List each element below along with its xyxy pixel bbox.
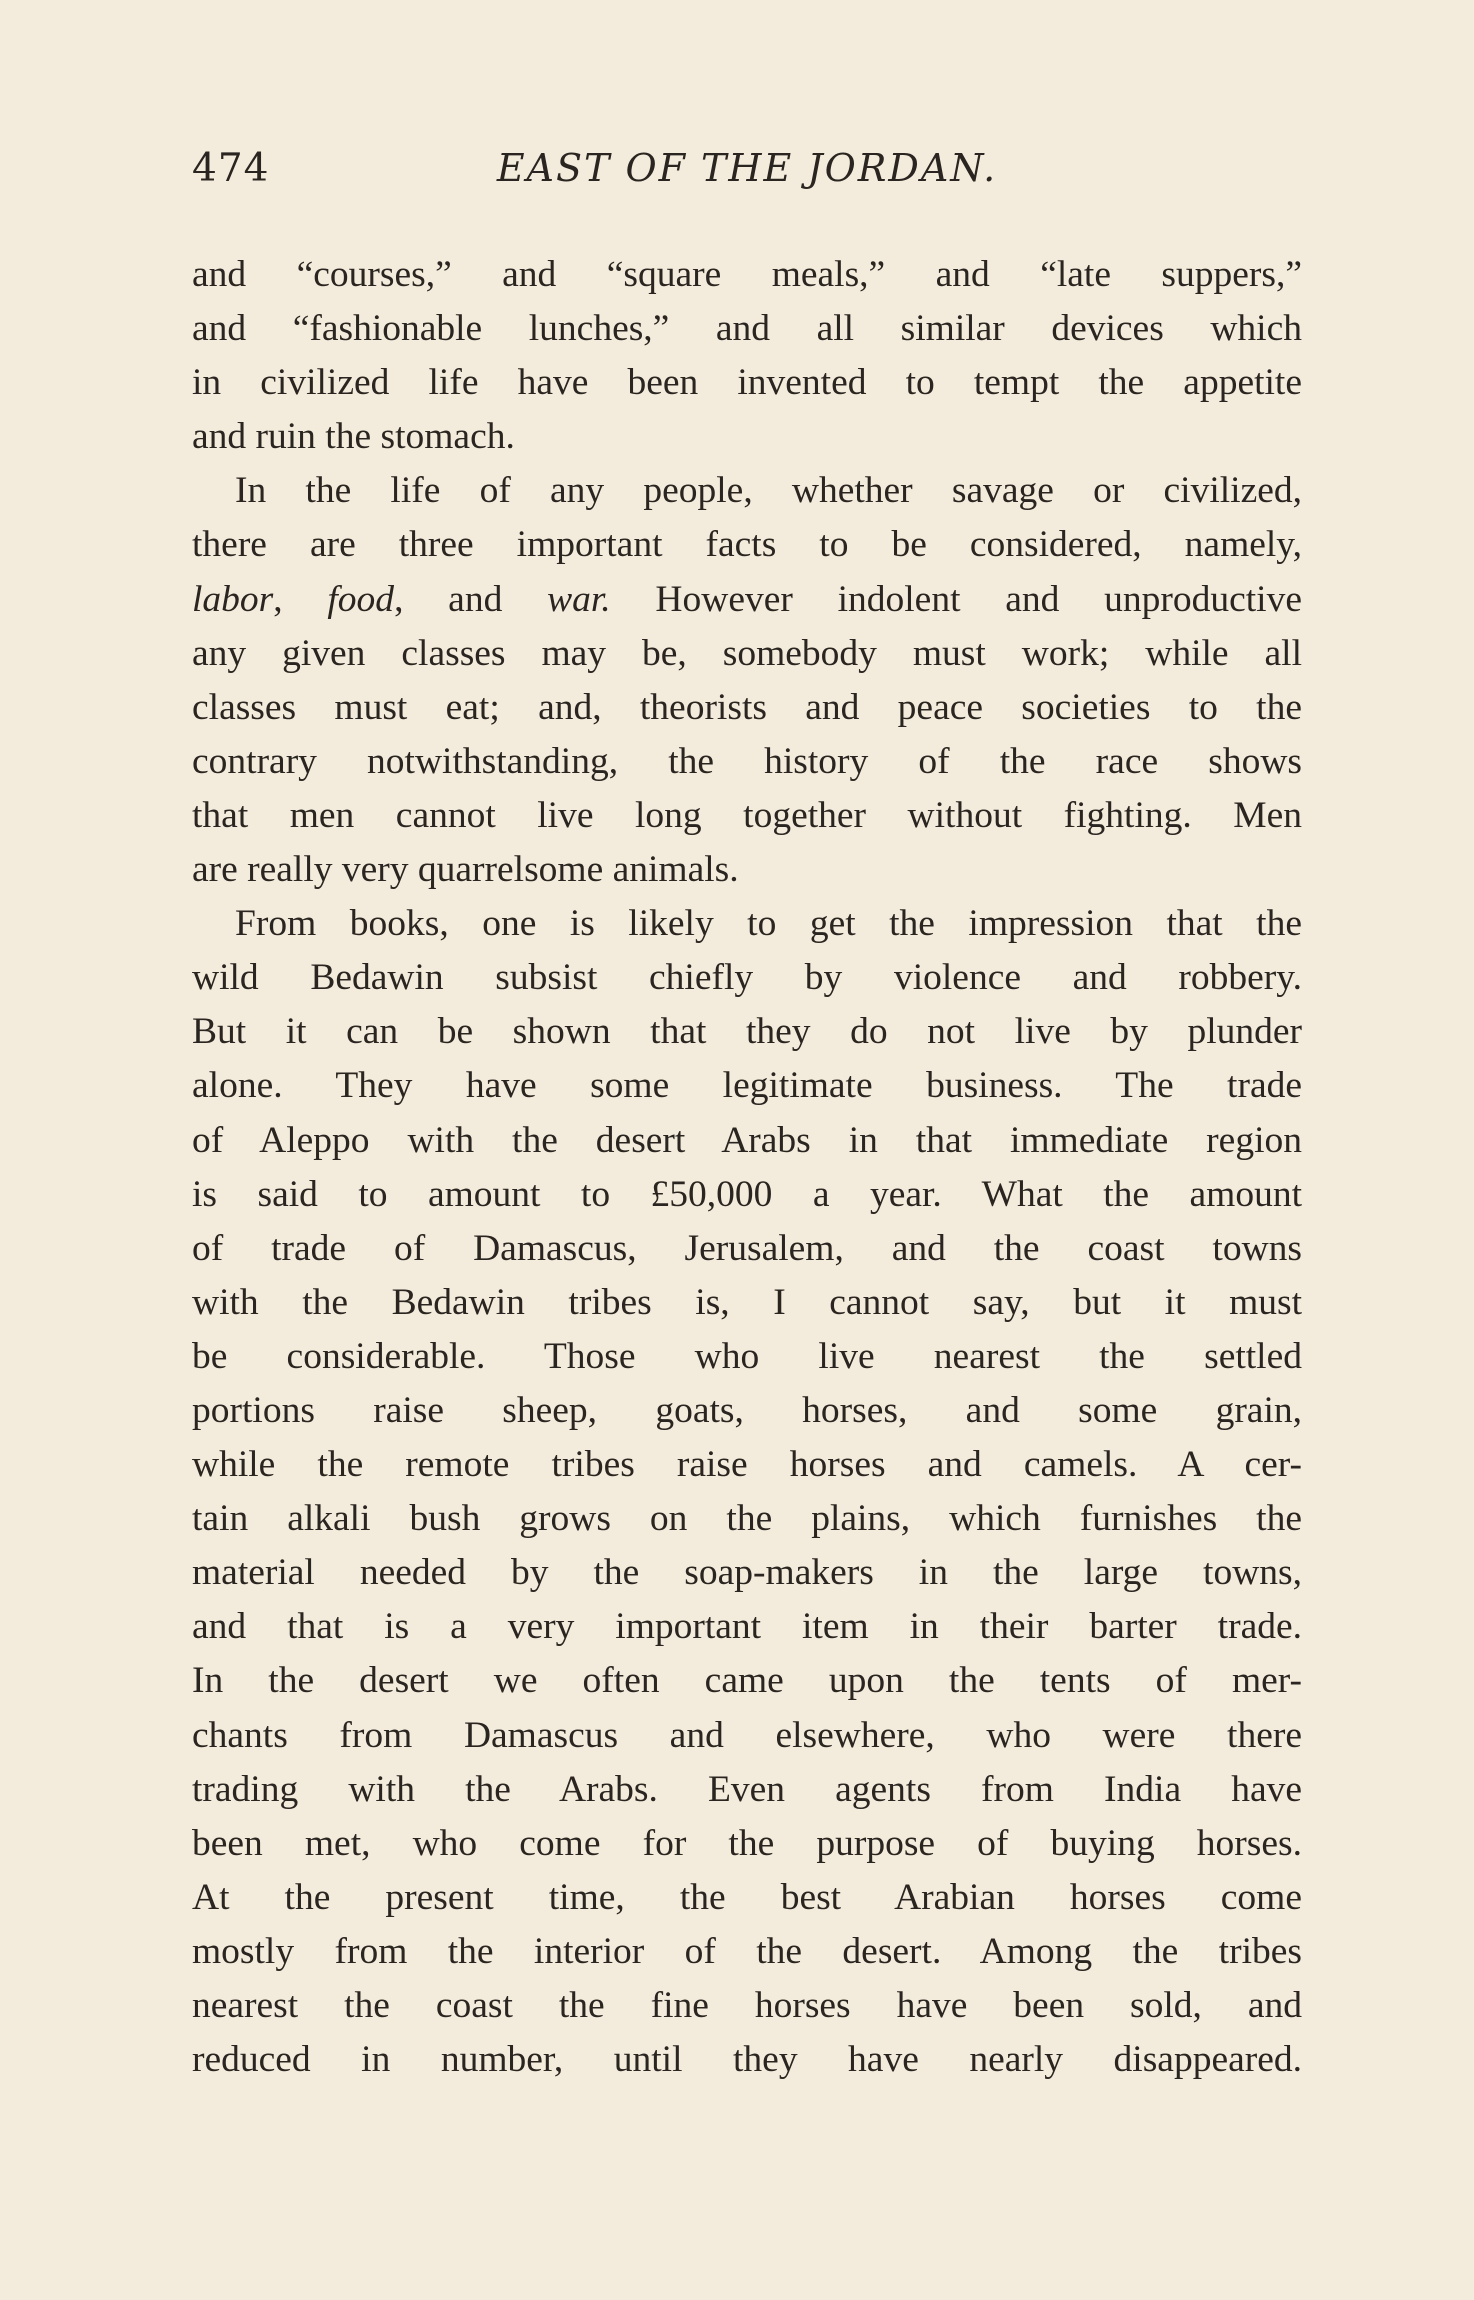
italic-word: war.	[547, 578, 611, 620]
running-head	[192, 146, 1302, 206]
italic-word: labor	[192, 578, 274, 620]
text-line: are really very quarrelsome animals.	[192, 849, 739, 891]
body-text	[192, 248, 1302, 2087]
text-line: with the Bedawin tribes is, I cannot say, but it must	[192, 1281, 1302, 1323]
text-line: tain alkali bush grows on the plains, which furnishes the	[192, 1498, 1302, 1540]
text-line: is said to amount to £50,000 a year. What the amount	[192, 1173, 1302, 1215]
text-line: while the remote tribes raise horses and camels. A cer-	[192, 1444, 1302, 1486]
text-line-italic-terms	[192, 573, 1302, 627]
text-fragment: , and	[394, 578, 548, 620]
text-line: chants from Damascus and elsewhere, who were there	[192, 1714, 1302, 1756]
text-line: there are three important facts to be considered, namely,	[192, 524, 1302, 566]
text-line: material needed by the soap-makers in the large towns,	[192, 1552, 1302, 1594]
text-line: alone. They have some legitimate business. The trade	[192, 1065, 1302, 1107]
text-line: in civilized life have been invented to tempt the appetite	[192, 362, 1302, 404]
text-line: But it can be shown that they do not live by plunder	[192, 1011, 1302, 1053]
running-title: EAST OF THE JORDAN.	[496, 146, 998, 190]
text-line: At the present time, the best Arabian horses come	[192, 1876, 1302, 1918]
text-line: of Aleppo with the desert Arabs in that immediate region	[192, 1119, 1302, 1161]
italic-word: food	[327, 578, 395, 620]
text-line: nearest the coast the fine horses have been sold, and	[192, 1985, 1302, 2026]
text-fragment: ,	[273, 578, 328, 620]
text-line: reduced in number, until they have nearly disappeared.	[192, 2039, 1302, 2081]
text-line: trading with the Arabs. Even agents from India have	[192, 1768, 1302, 1810]
text-fragment: However indolent and unproductive	[655, 578, 1302, 620]
text-line: In the desert we often came upon the tents of mer-	[192, 1660, 1302, 1702]
text-line: contrary notwithstanding, the history of the race shows	[192, 740, 1302, 782]
text-line: any given classes may be, somebody must work; while all	[192, 632, 1302, 674]
text-line: wild Bedawin subsist chiefly by violence and robbery.	[192, 957, 1302, 999]
text-line: and “courses,” and “square meals,” and “late suppers,”	[192, 254, 1302, 295]
text-line: portions raise sheep, goats, horses, and some grain,	[192, 1389, 1302, 1431]
text-line: be considerable. Those who live nearest the settled	[192, 1335, 1302, 1377]
text-line: been met, who come for the purpose of buying horses.	[192, 1822, 1302, 1864]
text-line: of trade of Damascus, Jerusalem, and the coast towns	[192, 1227, 1302, 1269]
text-line: In the life of any people, whether savage or civilized,	[235, 470, 1302, 512]
text-line: and “fashionable lunches,” and all similar devices which	[192, 308, 1302, 350]
text-line: and that is a very important item in their barter trade.	[192, 1606, 1302, 1648]
text-line: From books, one is likely to get the impression that the	[235, 903, 1302, 945]
text-line: mostly from the interior of the desert. Among the tribes	[192, 1930, 1302, 1972]
page-number: 474	[192, 146, 270, 191]
text-line: classes must eat; and, theorists and peace societies to the	[192, 686, 1302, 728]
text-line: and ruin the stomach.	[192, 416, 515, 458]
text-line: that men cannot live long together without fighting. Men	[192, 794, 1302, 836]
